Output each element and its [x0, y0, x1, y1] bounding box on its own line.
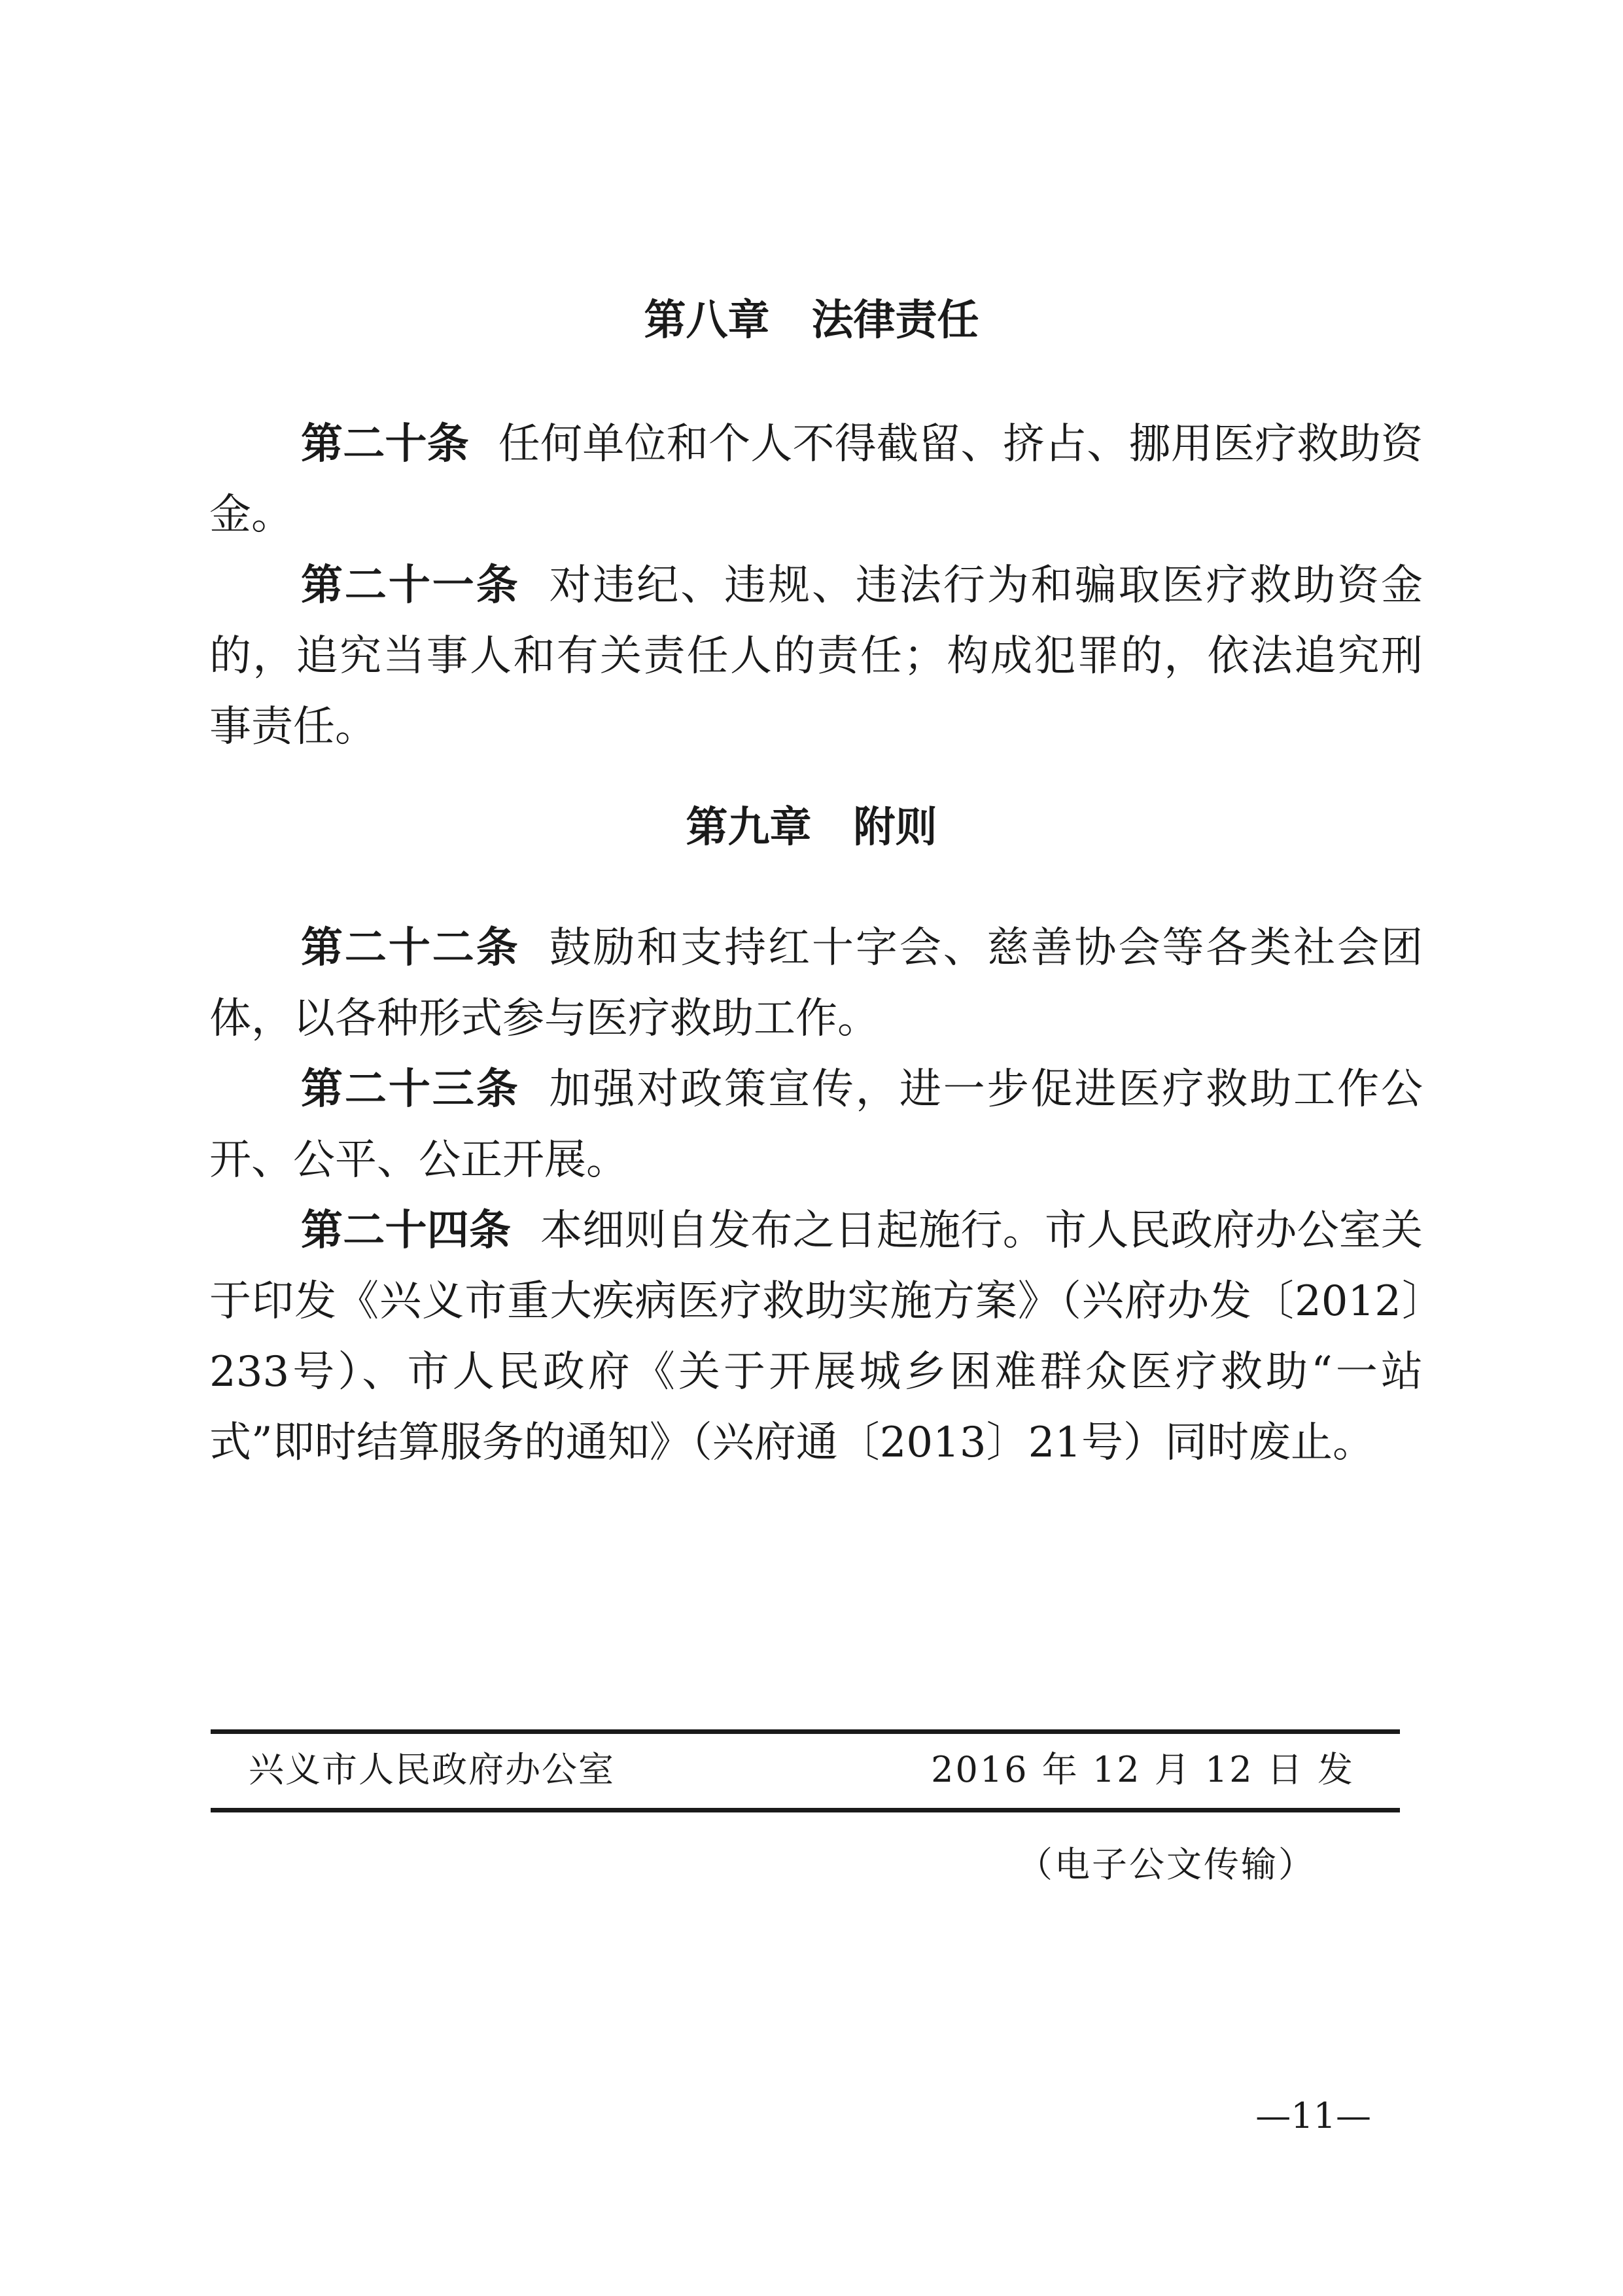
article-22-text: 鼓励和支持红十字会、慈善协会等各类社会团体，以各种形式参与医疗救助工作。 [209, 924, 1423, 1043]
chapter-8-heading: 第八章 法律责任 [644, 296, 979, 345]
article-24 [209, 1195, 1423, 1478]
transmission-note: （电子公文传输） [1017, 1844, 1316, 1885]
page-number: —11— [1255, 2095, 1371, 2136]
article-21-text: 对违纪、违规、违法行为和骗取医疗救助资金的，追究当事人和有关责任人的责任；构成犯罪的，依法追究刑事责任。 [209, 561, 1423, 751]
footer-bottom-rule [211, 1808, 1400, 1812]
article-24-text: 本细则自发布之日起施行。市人民政府办公室关于印发《兴义市重大疾病医疗救助实施方案》（兴府办发〔2012〕233号）、市人民政府《关于开展城乡困难群众医疗救助“一站式”即时结算服务的通知》（兴府通〔2013〕21号）同时废止。 [209, 1207, 1423, 1467]
article-22-label: 第二十二条 [301, 924, 520, 972]
article-20-text: 任何单位和个人不得截留、挤占、挪用医疗救助资金。 [209, 420, 1423, 539]
issuer-name: 兴义市人民政府办公室 [249, 1749, 615, 1790]
article-23-label: 第二十三条 [301, 1065, 520, 1114]
article-23-text: 加强对政策宣传，进一步促进医疗救助工作公开、公平、公正开展。 [209, 1065, 1423, 1184]
article-21-label: 第二十一条 [301, 561, 520, 610]
chapter-9-body [209, 913, 1423, 1478]
article-22 [209, 913, 1423, 1054]
chapter-8-body [209, 409, 1423, 762]
article-20 [209, 409, 1423, 550]
article-24-label: 第二十四条 [301, 1207, 512, 1255]
article-20-label: 第二十条 [301, 420, 469, 468]
issue-date: 2016 年 12 月 12 日 发 [931, 1749, 1355, 1790]
article-23 [209, 1054, 1423, 1195]
chapter-9-heading: 第九章 附则 [686, 804, 937, 852]
article-21 [209, 550, 1423, 762]
footer-top-rule [211, 1729, 1400, 1734]
